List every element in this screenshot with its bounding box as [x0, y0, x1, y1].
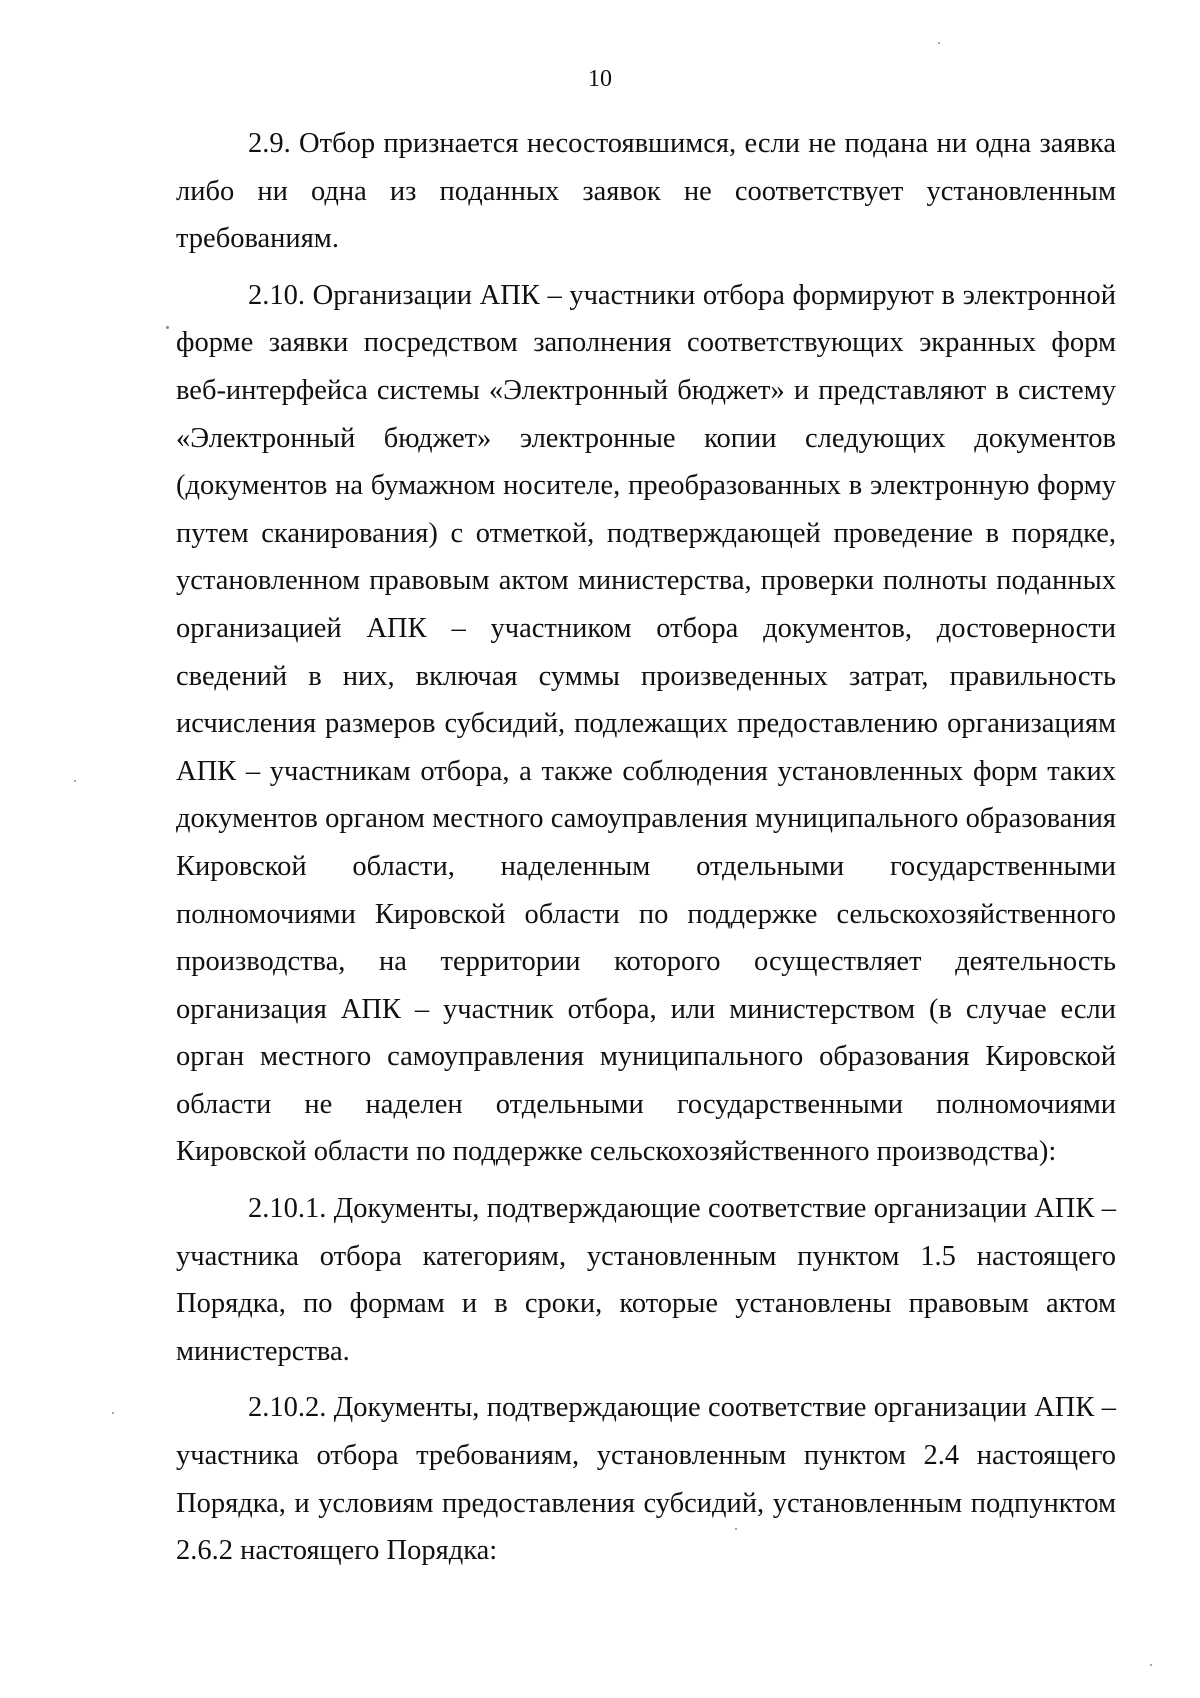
scan-speck [112, 1412, 114, 1414]
scan-speck [735, 1528, 737, 1530]
scan-speck [74, 780, 76, 782]
scan-speck [166, 326, 169, 329]
scan-speck [938, 42, 940, 44]
paragraph-2-10-2: 2.10.2. Документы, подтверждающие соответствие организации АПК – участника отбора требованиям, установленным пунктом 2.4 настоящего Порядка, и условиям предоставления субсидий, установленным подпунктом 2.6.2 настоящего Порядка: [176, 1392, 1116, 1567]
paragraph-2-10: 2.10. Организации АПК – участники отбора формируют в электронной форме заявки посредством заполнения соответствующих экранных форм веб-интерфейса системы «Электронный бюджет» и представляют в систему «Электронный бюджет» электронные копии следующих документов (документов на бумажном носителе, преобразованных в электронную форму путем сканирования) с отметкой, подтверждающей проведение в порядке, установленном правовым актом министерства, проверки полноты поданных организацией АПК – участником отбора документов, достоверности сведений в них, включая суммы произведенных затрат, правильность исчисления размеров субсидий, подлежащих предоставлению организациям АПК – участникам отбора, а также соблюдения установленных форм таких документов органом местного самоуправления муниципального образования Кировской области, наделенным отдельными государственными полномочиями Кировской области по поддержке сельскохозяйственного производства, на территории которого осуществляет деятельность организация АПК – участник отбора, или министерством (в случае если орган местного самоуправления муниципального образования Кировской области не наделен отдельными государственными полномочиями Кировской области по поддержке сельскохозяйственного производства): [176, 279, 1116, 1168]
paragraph-2-9: 2.9. Отбор признается несостоявшимся, если не подана ни одна заявка либо ни одна из поданных заявок не соответствует установленным требованиям. [176, 128, 1116, 255]
page-number: 10 [588, 66, 612, 92]
paragraph-2-10-1: 2.10.1. Документы, подтверждающие соответствие организации АПК – участника отбора категориям, установленным пунктом 1.5 настоящего Порядка, по формам и в сроки, которые установлены правовым актом министерства. [176, 1193, 1116, 1367]
scan-speck [1150, 1664, 1152, 1666]
document-body [176, 120, 1116, 1584]
